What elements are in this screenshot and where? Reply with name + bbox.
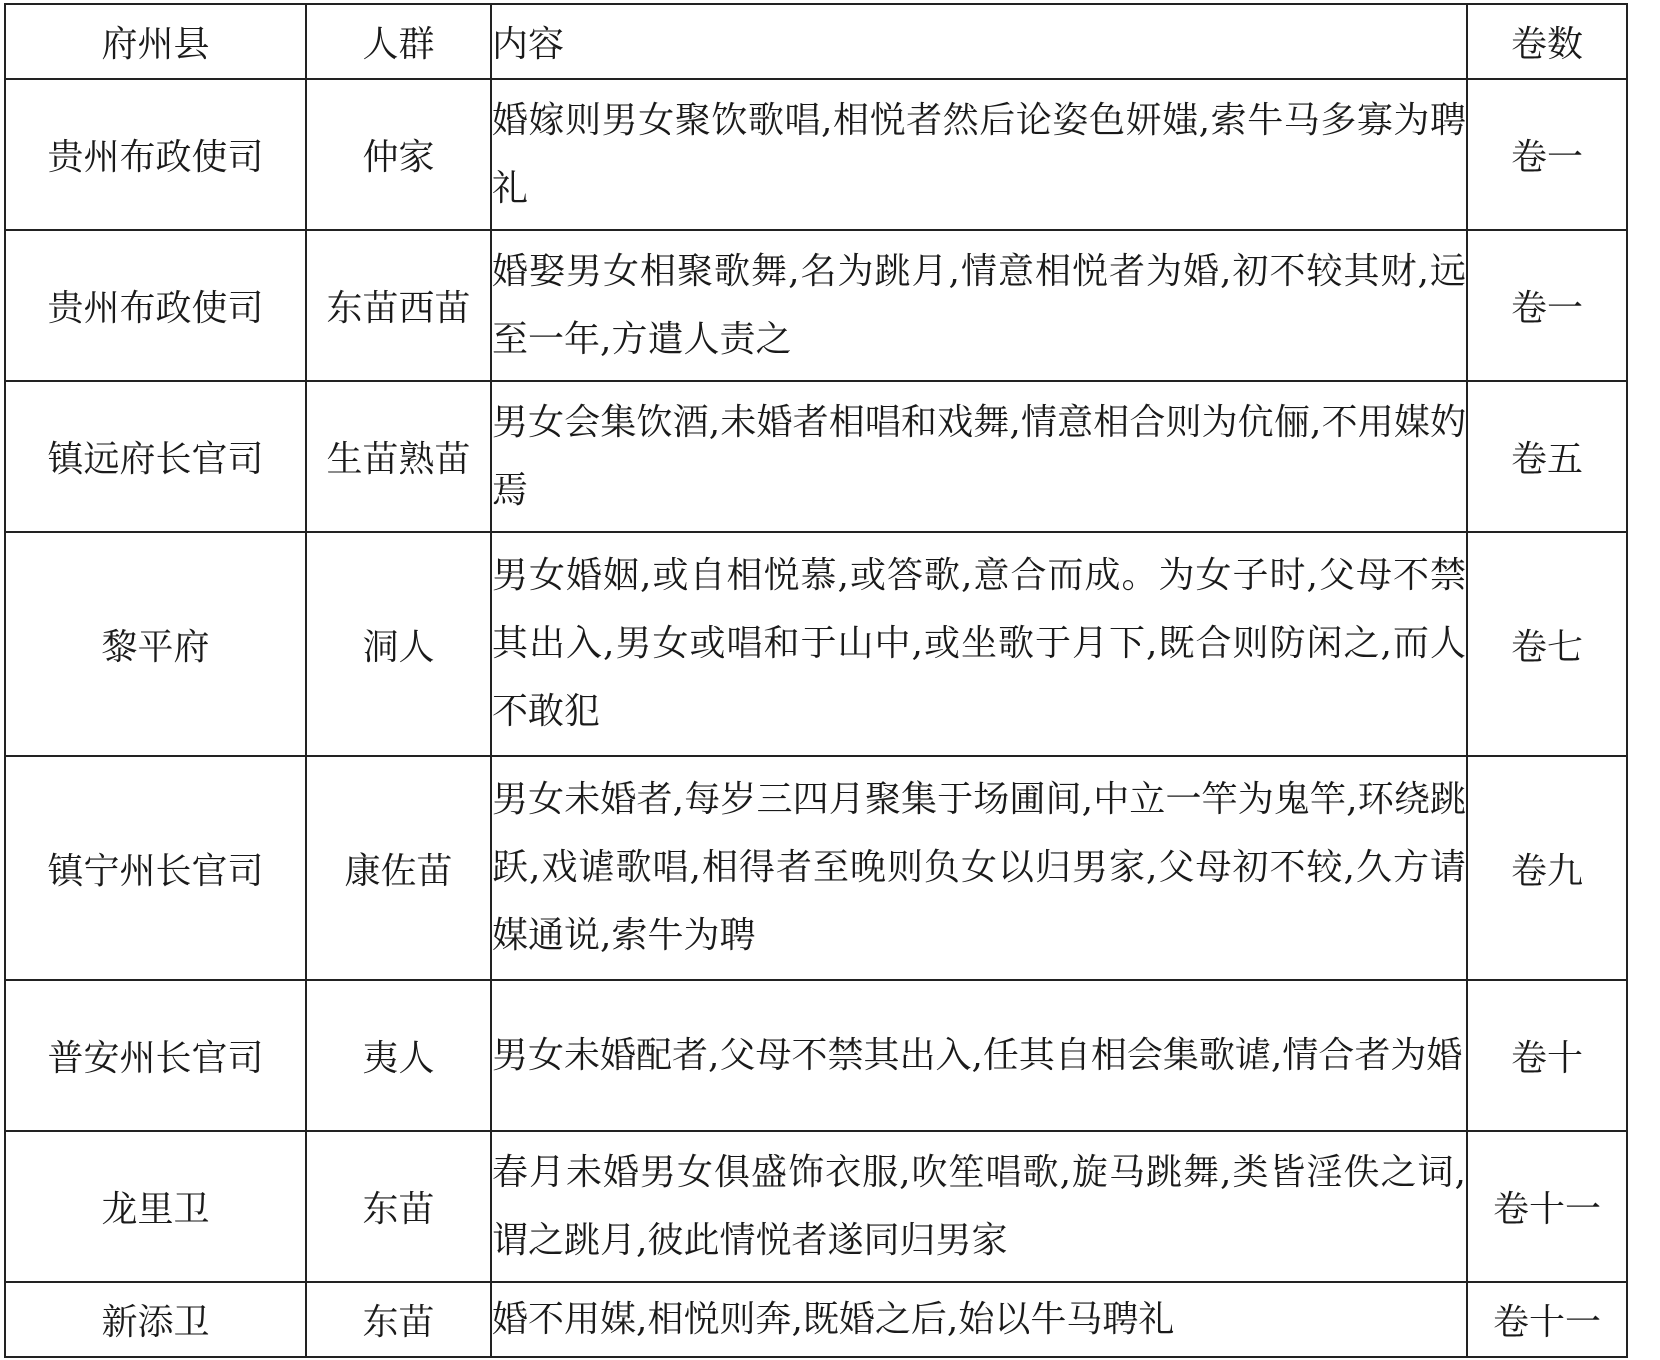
cell-group: 东苗 <box>306 1131 491 1282</box>
cell-content: 婚嫁则男女聚饮歌唱,相悦者然后论姿色妍媸,索牛马多寡为聘礼 <box>491 79 1467 230</box>
cell-place: 普安州长官司 <box>5 980 306 1131</box>
marriage-customs-table <box>4 3 1628 1358</box>
cell-group: 生苗熟苗 <box>306 381 491 532</box>
cell-volume: 卷十 <box>1467 980 1627 1131</box>
table-row <box>5 980 1627 1131</box>
cell-volume: 卷五 <box>1467 381 1627 532</box>
cell-content: 春月未婚男女俱盛饰衣服,吹笙唱歌,旋马跳舞,类皆淫佚之词,谓之跳月,彼此情悦者遂同归男家 <box>491 1131 1467 1282</box>
header-volume: 卷数 <box>1467 4 1627 79</box>
cell-volume: 卷九 <box>1467 756 1627 980</box>
cell-group: 东苗 <box>306 1282 491 1357</box>
cell-content: 婚娶男女相聚歌舞,名为跳月,情意相悦者为婚,初不较其财,远至一年,方遣人责之 <box>491 230 1467 381</box>
cell-group: 东苗西苗 <box>306 230 491 381</box>
table-row <box>5 532 1627 756</box>
cell-content: 男女未婚配者,父母不禁其出入,任其自相会集歌谑,情合者为婚 <box>491 980 1467 1131</box>
header-content: 内容 <box>491 4 1467 79</box>
header-group: 人群 <box>306 4 491 79</box>
cell-volume: 卷十一 <box>1467 1131 1627 1282</box>
cell-place: 贵州布政使司 <box>5 79 306 230</box>
table-body <box>5 79 1627 1357</box>
cell-volume: 卷七 <box>1467 532 1627 756</box>
cell-place: 贵州布政使司 <box>5 230 306 381</box>
cell-content: 男女未婚者,每岁三四月聚集于场圃间,中立一竿为鬼竿,环绕跳跃,戏谑歌唱,相得者至晚则负女以归男家,父母初不较,久方请媒通说,索牛为聘 <box>491 756 1467 980</box>
table-row <box>5 756 1627 980</box>
header-prefecture: 府州县 <box>5 4 306 79</box>
cell-group: 仲家 <box>306 79 491 230</box>
cell-place: 黎平府 <box>5 532 306 756</box>
cell-volume: 卷一 <box>1467 230 1627 381</box>
table-header <box>5 4 1627 79</box>
cell-group: 夷人 <box>306 980 491 1131</box>
cell-place: 龙里卫 <box>5 1131 306 1282</box>
table-row <box>5 230 1627 381</box>
cell-place: 新添卫 <box>5 1282 306 1357</box>
cell-group: 康佐苗 <box>306 756 491 980</box>
cell-content: 男女会集饮酒,未婚者相唱和戏舞,情意相合则为伉俪,不用媒妁焉 <box>491 381 1467 532</box>
table-row <box>5 1282 1627 1357</box>
table-row <box>5 381 1627 532</box>
table-row <box>5 79 1627 230</box>
cell-place: 镇远府长官司 <box>5 381 306 532</box>
cell-place: 镇宁州长官司 <box>5 756 306 980</box>
table-row <box>5 1131 1627 1282</box>
cell-group: 洞人 <box>306 532 491 756</box>
cell-volume: 卷一 <box>1467 79 1627 230</box>
cell-content: 男女婚姻,或自相悦慕,或答歌,意合而成。为女子时,父母不禁其出入,男女或唱和于山中,或坐歌于月下,既合则防闲之,而人不敢犯 <box>491 532 1467 756</box>
cell-content: 婚不用媒,相悦则奔,既婚之后,始以牛马聘礼 <box>491 1282 1467 1357</box>
cell-volume: 卷十一 <box>1467 1282 1627 1357</box>
